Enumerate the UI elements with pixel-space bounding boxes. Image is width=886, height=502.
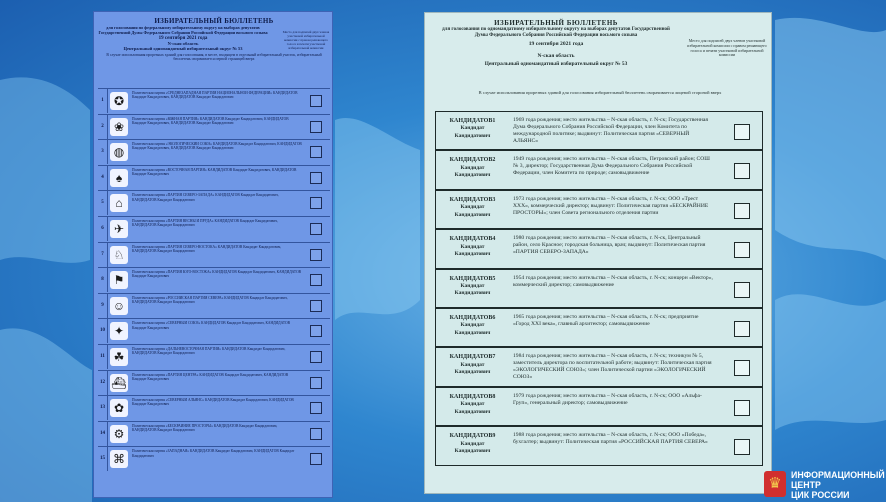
party-number: 11 xyxy=(98,345,108,369)
party-row xyxy=(98,242,330,268)
party-emblem-icon: ☺ xyxy=(110,297,128,315)
party-number: 15 xyxy=(98,447,108,471)
right-ballot-title: ИЗБИРАТЕЛЬНЫЙ БЮЛЛЕТЕНЬ xyxy=(494,19,618,27)
candidate-first-name: Кандидат xyxy=(460,282,485,289)
right-ballot-district: Центральный одномандатный избирательный округ № 53 xyxy=(484,61,628,67)
candidate-first-name: Кандидат xyxy=(460,440,485,447)
candidate-surname: КАНДИДАТОВ1 xyxy=(449,118,496,124)
candidate-row xyxy=(435,387,763,426)
candidate-patronymic: Кандидатович xyxy=(454,329,491,336)
party-description: Политическая партия «СЕВЕРНЫЙ СОЮЗ» КАНДИДАТОВ Кандидат Кандидатович, КАНДИДАТОВ Кандидат Кандидатович xyxy=(132,321,290,330)
candidate-surname: КАНДИДАТОВ8 xyxy=(449,393,496,400)
party-description: Политическая партия «СРЕДНЕЗАПАДНАЯ ПАРТИЯ НАЦИОНАЛЬНОЙ ФЕДЕРАЦИИ» КАНДИДАТОВ Кандидат Кандидатович, КАНДИДАТОВ Кандидат Кандидатович xyxy=(132,91,298,100)
vote-checkbox[interactable] xyxy=(310,377,322,389)
candidate-surname: КАНДИДАТОВ4 xyxy=(449,236,496,243)
party-emblem-icon: ✪ xyxy=(110,92,128,110)
candidate-name xyxy=(436,112,509,149)
candidate-list xyxy=(435,111,763,466)
party-emblem-icon: ⚙ xyxy=(110,425,128,443)
candidate-row xyxy=(435,426,763,465)
vote-checkbox[interactable] xyxy=(734,282,750,298)
party-number: 7 xyxy=(98,243,108,267)
vote-checkbox[interactable] xyxy=(310,121,322,133)
vote-checkbox[interactable] xyxy=(310,172,322,184)
candidate-first-name: Кандидат xyxy=(460,204,485,211)
vote-checkbox[interactable] xyxy=(310,453,322,465)
vote-checkbox[interactable] xyxy=(310,223,322,235)
candidate-row xyxy=(435,347,763,386)
logo-line-1: ИНФОРМАЦИОННЫЙ xyxy=(791,470,885,480)
party-number: 4 xyxy=(98,166,108,190)
vote-checkbox[interactable] xyxy=(734,124,750,140)
party-emblem-icon: ✿ xyxy=(110,399,128,417)
party-number: 10 xyxy=(98,319,108,343)
candidate-bio: 1949 года рождения; место жительства – N-ская область, Петровский район; СОШ № 3, директор; Государственная Дума Федерального Собрания Российской Федерации, член Комитета по природе; самовыдвижение xyxy=(513,156,710,177)
left-ballot-district: Центральный одномандатный избирательный округ № 53 xyxy=(123,46,243,51)
candidate-row xyxy=(435,150,763,189)
vote-checkbox[interactable] xyxy=(734,242,750,258)
party-description: Политическая партия «СЕВЕРНЫЙ АЛЬЯНС» КАНДИДАТОВ Кандидат Кандидатович, КАНДИДАТОВ Кандидат Кандидатович xyxy=(132,398,294,407)
right-ballot-date: 19 сентября 2021 года xyxy=(528,41,584,47)
vote-checkbox[interactable] xyxy=(310,146,322,158)
party-number: 8 xyxy=(98,268,108,292)
party-number: 14 xyxy=(98,422,108,446)
party-emblem-icon: ♠ xyxy=(110,169,128,187)
party-emblem-icon: ◍ xyxy=(110,143,128,161)
vote-checkbox[interactable] xyxy=(310,402,322,414)
vote-checkbox[interactable] xyxy=(310,197,322,209)
candidate-name xyxy=(436,427,509,464)
left-ballot-signature-note: Место для подписей двух членов участковой избирательной комиссии с правом решающего голоса и печати участковой избирательной комиссии xyxy=(282,30,330,50)
party-description: Политическая партия «БЕСКРАЙНИЕ ПРОСТОРЫ» КАНДИДАТОВ Кандидат Кандидатович, КАНДИДАТОВ Кандидат Кандидатович xyxy=(132,423,278,433)
party-emblem-icon: ❀ xyxy=(110,118,128,136)
candidate-first-name: Кандидат xyxy=(460,164,485,171)
candidate-bio: 1969 года рождения; место жительства – N-ская область, г. N-ск; Государственная Дума Федерального Собрания Российской Федерации, член Комитета по международной политике; выдвинут: Политическая партия «СЕВЕРНЫЙ АЛЬЯНС» xyxy=(513,117,708,144)
party-list-ballot xyxy=(93,11,333,498)
candidate-row xyxy=(435,190,763,229)
candidate-surname: КАНДИДАТОВ9 xyxy=(449,433,496,440)
candidate-name xyxy=(436,230,509,267)
party-description: Политическая партия «ЭКОЛОГИЧЕСКИЙ СОЮЗ» КАНДИДАТОВ Кандидат Кандидатович, КАНДИДАТОВ Кандидат Кандидатович, КАНДИДАТОВ Кандидат Кандидатович xyxy=(132,142,302,151)
party-description: Политическая партия «ЮЖНАЯ ПАРТИЯ» КАНДИДАТОВ Кандидат Кандидатович, КАНДИДАТОВ Кандидат Кандидатович, КАНДИДАТОВ Кандидат Кандидатович xyxy=(132,116,289,125)
coat-of-arms-icon xyxy=(764,471,786,497)
candidate-patronymic: Кандидатович xyxy=(454,408,491,415)
party-description: Политическая партия «ПАРТИЯ ЦЕНТРА» КАНДИДАТОВ Кандидат Кандидатович, КАНДИДАТОВ Кандидат Кандидатович xyxy=(132,372,289,381)
party-row xyxy=(98,293,330,319)
candidate-bio: 1980 года рождения; место жительства – N-ская область, г. N-ск, Центральный район, село Красное; городская больница, врач; выдвинут: Политическая партия «ПАРТИЯ СЕВЕРО-ЗАПАДА» xyxy=(513,235,706,256)
party-description: Политическая партия «ПАРТИЯ СЕВЕРО-ВОСТОКА» КАНДИДАТОВ Кандидат Кандидатович, КАНДИДАТОВ Кандидат Кандидатович xyxy=(132,244,282,253)
candidate-first-name: Кандидат xyxy=(460,322,485,329)
vote-checkbox[interactable] xyxy=(310,249,322,261)
right-ballot-header xyxy=(439,19,673,67)
candidate-row xyxy=(435,111,763,150)
logo-line-3: ЦИК РОССИИ xyxy=(791,490,850,500)
party-emblem-icon: ♘ xyxy=(110,246,128,264)
candidate-name xyxy=(436,309,509,346)
vote-checkbox[interactable] xyxy=(734,360,750,376)
party-row xyxy=(98,190,330,216)
party-emblem-icon: ☘ xyxy=(110,348,128,366)
candidate-row xyxy=(435,269,763,308)
candidate-surname: КАНДИДАТОВ6 xyxy=(449,314,496,321)
candidate-bio: 1965 года рождения; место жительства – N-ская область, г. N-ск; предприятие «Город XXI века», главный архитектор; самовыдвижение xyxy=(513,313,699,327)
party-emblem-icon: ✦ xyxy=(110,322,128,340)
candidate-surname: КАНДИДАТОВ2 xyxy=(449,157,496,164)
candidate-first-name: Кандидат xyxy=(460,361,485,368)
candidate-surname: КАНДИДАТОВ5 xyxy=(449,275,496,282)
party-description: Политическая партия «ПАРТИЯ ВЕСНЫ И ПРУДА» КАНДИДАТОВ Кандидат Кандидатович, КАНДИДАТОВ Кандидат Кандидатович xyxy=(132,218,278,228)
party-number: 2 xyxy=(98,115,108,139)
party-list xyxy=(98,88,330,472)
vote-checkbox[interactable] xyxy=(734,321,750,337)
left-ballot-header xyxy=(98,15,330,85)
party-emblem-icon: ⌂ xyxy=(110,194,128,212)
party-row xyxy=(98,139,330,165)
party-emblem-icon: ⚑ xyxy=(110,271,128,289)
vote-checkbox[interactable] xyxy=(734,163,750,179)
party-row xyxy=(98,216,330,242)
party-row xyxy=(98,370,330,396)
party-row xyxy=(98,421,330,447)
party-number: 5 xyxy=(98,191,108,215)
candidate-row xyxy=(435,308,763,347)
candidate-name xyxy=(436,191,509,228)
single-mandate-ballot xyxy=(424,12,772,494)
left-ballot-note: В случае использования прорезных зданий для голосования, в месте, входящем в отдельный избирательный участок, избирательный бюллетень сворачивается первой страницей вверх xyxy=(106,53,322,62)
right-ballot-note: В случае использования прорезных зданий для голосования избирательный бюллетень сворачивается лицевой стороной вверх xyxy=(478,90,722,95)
candidate-patronymic: Кандидатович xyxy=(454,132,491,139)
party-emblem-icon: ⛴ xyxy=(111,375,127,390)
party-description: Политическая партия «РОССИЙСКАЯ ПАРТИЯ СЕВЕРА» КАНДИДАТОВ Кандидат Кандидатович, КАНДИДАТОВ Кандидат Кандидатович xyxy=(132,295,288,305)
logo-line-2: ЦЕНТР xyxy=(791,480,821,490)
right-ballot-subtitle: для голосования по одномандатному избирательному округу на выборах депутатов Государственной Думы Федерального Собрания Российской Федерации восьмого созыва xyxy=(442,27,670,38)
candidate-patronymic: Кандидатович xyxy=(454,447,491,454)
vote-checkbox[interactable] xyxy=(310,95,322,107)
candidate-bio: 1979 года рождения; место жительства – N-ская область, г. N-ск; ООО «Альфа-Груп», генеральный директор; самовыдвижение xyxy=(513,392,702,406)
party-emblem-icon: ⌘ xyxy=(110,450,128,468)
party-row xyxy=(98,88,330,114)
vote-checkbox[interactable] xyxy=(734,439,750,455)
party-row xyxy=(98,446,330,472)
logo-text xyxy=(791,470,885,500)
party-description: Политическая партия «ПАРТИЯ ЮГО-ВОСТОКА» КАНДИДАТОВ Кандидат Кандидатович, КАНДИДАТОВ Кандидат Кандидатович xyxy=(132,270,302,279)
party-row xyxy=(98,344,330,370)
right-ballot-signature-note: Место для подписей двух членов участковой избирательной комиссии с правом решающего голоса и печати участковой избирательной комиссии xyxy=(687,38,767,58)
candidate-name xyxy=(436,348,509,385)
candidate-bio: 1954 года рождения; место жительства – N-ская область, г. N-ск; концерн «Вектор», коммерческий директор; самовыдвижение xyxy=(513,274,713,288)
candidate-name xyxy=(436,388,509,425)
candidate-first-name: Кандидат xyxy=(460,243,485,250)
left-ballot-title: ИЗБИРАТЕЛЬНЫЙ БЮЛЛЕТЕНЬ xyxy=(154,17,274,25)
candidate-first-name: Кандидат xyxy=(460,401,485,408)
candidate-bio: 1984 года рождения; место жительства – N-ская область, г. N-ск; техникум № 5, заместитель директора по воспитательной работе; выдвинут: Политическая партия «ЭКОЛОГИЧЕСКИЙ СОЮЗ»; член Политической партии «ЭКОЛОГИЧЕСКИЙ СОЮЗ» xyxy=(513,353,712,381)
party-row xyxy=(98,318,330,344)
candidate-bio: 1973 года рождения; место жительства – N-ская область, г. N-ск; ООО «Трест XXX», коммерческий директор; выдвинут: Политическая партия «БЕСКРАЙНИЕ ПРОСТОРЫ»; член Совета регионального отделения партии xyxy=(513,195,709,216)
party-row xyxy=(98,395,330,421)
candidate-row xyxy=(435,229,763,268)
party-number: 1 xyxy=(98,89,108,113)
party-row xyxy=(98,267,330,293)
party-row xyxy=(98,165,330,191)
vote-checkbox[interactable] xyxy=(310,325,322,337)
party-number: 6 xyxy=(98,217,108,241)
candidate-patronymic: Кандидатович xyxy=(454,250,491,257)
party-number: 13 xyxy=(98,396,108,420)
candidate-patronymic: Кандидатович xyxy=(454,290,491,297)
vote-checkbox[interactable] xyxy=(734,203,750,219)
vote-checkbox[interactable] xyxy=(310,300,322,312)
left-ballot-subtitle: для голосования по федеральному избирательному округу на выборах депутатов Государственной Думы Федерального Собрания Российской Федерации восьмого созыва xyxy=(98,25,268,35)
party-description: Политическая партия «ВОСТОЧНАЯ ПАРТИЯ» КАНДИДАТОВ Кандидат Кандидатович, КАНДИДАТОВ Кандидат Кандидатович xyxy=(132,167,297,177)
party-description: Политическая партия «ЗАПАДНАЯ» КАНДИДАТОВ Кандидат Кандидатович, КАНДИДАТОВ Кандидат Кандидатович xyxy=(132,449,295,458)
vote-checkbox[interactable] xyxy=(310,428,322,440)
vote-checkbox[interactable] xyxy=(310,274,322,286)
candidate-bio: 1988 года рождения; место жительства – N-ская область, г. N-ск; ООО «Победа», бухгалтер; выдвинут: Политическая партия «РОССИЙСКАЯ ПАРТИЯ СЕВЕРА» xyxy=(513,432,708,446)
candidate-patronymic: Кандидатович xyxy=(454,211,491,218)
party-number: 12 xyxy=(98,371,108,395)
party-number: 3 xyxy=(98,140,108,164)
party-description: Политическая партия «ПАРТИЯ СЕВЕРО-ЗАПАДА» КАНДИДАТОВ Кандидат Кандидатович, КАНДИДАТОВ Кандидат Кандидатович xyxy=(132,193,279,202)
party-row xyxy=(98,114,330,140)
cec-info-center-logo xyxy=(764,469,884,501)
candidate-patronymic: Кандидатович xyxy=(454,172,491,179)
vote-checkbox[interactable] xyxy=(310,351,322,363)
right-ballot-region: N-ская область xyxy=(537,53,575,59)
candidate-surname: КАНДИДАТОВ7 xyxy=(449,354,496,361)
candidate-name xyxy=(436,270,509,307)
party-description: Политическая партия «ДАЛЬНЕВОСТОЧНАЯ ПАРТИЯ» КАНДИДАТОВ Кандидат Кандидатович, КАНДИДАТОВ Кандидат Кандидатович xyxy=(132,346,286,356)
candidate-first-name: Кандидат xyxy=(460,125,485,132)
candidate-surname: КАНДИДАТОВ3 xyxy=(449,196,496,203)
party-emblem-icon: ✈ xyxy=(110,220,128,238)
party-number: 9 xyxy=(98,294,108,318)
candidate-name xyxy=(436,151,509,188)
left-ballot-region: N-ская область xyxy=(167,41,199,46)
left-ballot-date: 19 сентября 2021 года xyxy=(158,36,208,41)
vote-checkbox[interactable] xyxy=(734,400,750,416)
candidate-patronymic: Кандидатович xyxy=(454,369,491,376)
